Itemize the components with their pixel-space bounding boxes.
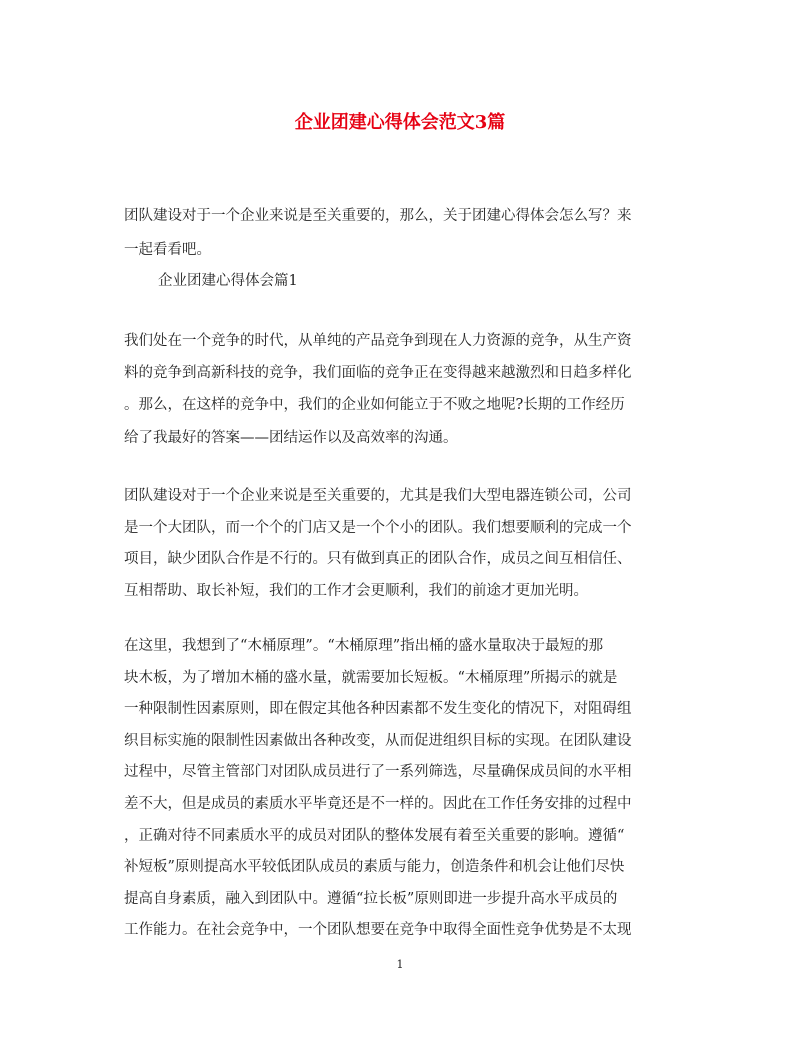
section-heading: 企业团建心得体会篇1	[158, 273, 298, 289]
paragraph-2-line: 互相帮助、取长补短，我们的工作才会更顺利，我们的前途才更加光明。	[124, 583, 588, 599]
paragraph-3-line: 织目标实施的限制性因素做出各种改变，从而促进组织目标的实现。在团队建设	[124, 733, 632, 749]
page-number: 1	[396, 958, 404, 971]
paragraph-1-line: 给了我最好的答案——团结运作以及高效率的沟通。	[124, 430, 458, 446]
paragraph-3-line: 工作能力。在社会竞争中，一个团队想要在竞争中取得全面性竞争优势是不太现	[124, 922, 632, 938]
paragraph-2-line: 团队建设对于一个企业来说是至关重要的，尤其是我们大型电器连锁公司，公司	[124, 488, 632, 504]
paragraph-3-line: 一种限制性因素原则，即在假定其他各种因素都不发生变化的情况下，对阻碍组	[124, 701, 632, 717]
document-title: 企业团建心得体会范文3篇	[294, 112, 506, 133]
paragraph-3-line: 提高自身素质，融入到团队中。遵循“拉长板”原则即进一步提升高水平成员的	[124, 891, 618, 907]
paragraph-3-line: 补短板”原则提高水平较低团队成员的素质与能力，创造条件和机会让他们尽快	[124, 859, 625, 875]
paragraph-1-line: 料的竞争到高新科技的竞争，我们面临的竞争正在变得越来越激烈和日趋多样化	[124, 365, 632, 381]
paragraph-3-line: 在这里，我想到了“木桶原理”。“木桶原理”指出桶的盛水量取决于最短的那	[124, 638, 604, 654]
intro-line: 一起看看吧。	[124, 242, 211, 258]
paragraph-2-line: 是一个大团队，而一个个的门店又是一个个小的团队。我们想要顺利的完成一个	[124, 520, 632, 536]
intro-line: 团队建设对于一个企业来说是至关重要的，那么，关于团建心得体会怎么写？来	[124, 208, 632, 224]
paragraph-3-line: 过程中，尽管主管部门对团队成员进行了一系列筛选，尽量确保成员间的水平相	[124, 764, 632, 780]
paragraph-3-line: ，正确对待不同素质水平的成员对团队的整体发展有着至关重要的影响。遵循“	[124, 828, 625, 844]
paragraph-2-line: 项目，缺少团队合作是不行的。只有做到真正的团队合作，成员之间互相信任、	[124, 551, 632, 567]
paragraph-1-line: 我们处在一个竞争的时代，从单纯的产品竞争到现在人力资源的竞争，从生产资	[124, 333, 632, 349]
paragraph-3-line: 差不大，但是成员的素质水平毕竟还是不一样的。因此在工作任务安排的过程中	[124, 796, 632, 812]
paragraph-1-line: 。那么，在这样的竞争中，我们的企业如何能立于不败之地呢?长期的工作经历	[124, 397, 625, 413]
paragraph-3-line: 块木板，为了增加木桶的盛水量，就需要加长短板。“木桶原理”所揭示的就是	[124, 670, 618, 686]
